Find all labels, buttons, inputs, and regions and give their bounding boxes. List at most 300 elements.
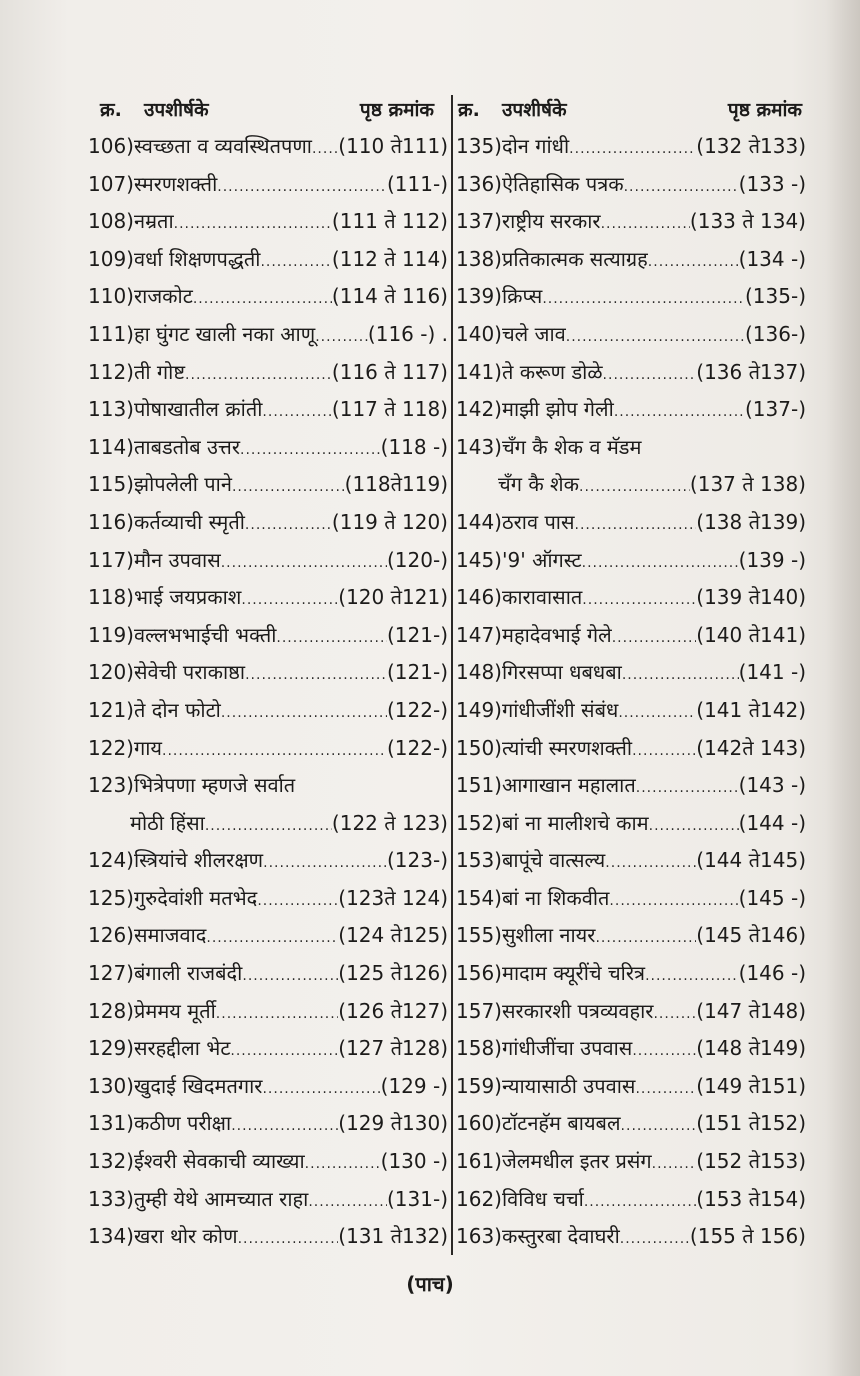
entry-title: स्वच्छता व व्यवस्थितपणा	[133, 134, 312, 158]
toc-entry	[456, 466, 806, 504]
entry-number: 129)	[88, 1036, 134, 1061]
entry-number: 159)	[456, 1073, 502, 1098]
toc-entry	[456, 993, 806, 1031]
entry-title: कारावासात	[501, 585, 583, 610]
entry-title: प्रतिकात्मक सत्याग्रह	[501, 246, 648, 271]
leader-dots	[242, 958, 338, 996]
entry-number: 138)	[456, 246, 502, 271]
entry-pages: (120 ते121)	[338, 585, 448, 610]
entry-number: 160)	[456, 1111, 502, 1136]
leader-dots	[263, 845, 387, 883]
entry-number: 131)	[88, 1111, 134, 1136]
entry-pages: (152 ते153)	[696, 1149, 806, 1174]
entry-pages: (141 ते142)	[696, 697, 806, 722]
entry-pages: (116 -) .	[367, 321, 448, 346]
toc-entry	[88, 391, 448, 429]
toc-entry	[88, 466, 448, 504]
entry-number: 153)	[456, 848, 502, 873]
entry-title: ठराव पास	[501, 509, 575, 534]
entry-number: 146)	[456, 585, 502, 610]
toc-entry	[88, 241, 448, 279]
entry-number: 135)	[456, 134, 502, 158]
leader-dots	[618, 695, 696, 733]
toc-entry	[88, 128, 448, 166]
entry-title: मोठी हिंसा	[130, 810, 205, 835]
leader-dots	[308, 1184, 387, 1222]
entry-number: 124)	[88, 848, 134, 873]
entry-title: महादेवभाई गेले	[501, 622, 612, 647]
contents-column-left	[88, 88, 448, 1256]
entry-pages: (122-)	[387, 697, 448, 722]
toc-entry	[88, 617, 448, 655]
toc-entry	[88, 880, 448, 918]
entry-pages: (151 ते152)	[696, 1111, 806, 1136]
entry-number: 147)	[456, 622, 502, 647]
entry-number: 126)	[88, 923, 134, 948]
contents-list-right	[456, 128, 806, 1256]
entry-number: 155)	[456, 923, 502, 948]
entry-pages: (119 ते 120)	[331, 509, 448, 534]
leader-dots	[162, 733, 387, 771]
entry-title: मादाम क्यूरींचे चरित्र	[501, 961, 646, 986]
entry-number: 122)	[88, 735, 134, 760]
leader-dots	[216, 996, 338, 1034]
entry-number: 132)	[88, 1149, 134, 1174]
entry-pages: (121-)	[387, 622, 448, 647]
entry-pages: (122-)	[387, 735, 448, 760]
entry-pages: (111 ते 112)	[331, 209, 448, 234]
toc-entry	[456, 128, 806, 166]
entry-number: 133)	[88, 1186, 134, 1211]
leader-dots	[624, 169, 739, 207]
leader-dots	[635, 1071, 696, 1109]
entry-pages: (118ते119)	[344, 472, 448, 497]
toc-entry	[88, 429, 448, 467]
entry-number: 108)	[88, 209, 134, 234]
entry-number: 110)	[88, 284, 134, 309]
leader-dots	[614, 394, 745, 432]
entry-number: 150)	[456, 735, 502, 760]
toc-entry	[88, 278, 448, 316]
header-page-number-label: पृष्ठ क्रमांक	[359, 99, 434, 121]
entry-title: तुम्ही येथे आमच्यात राहा	[133, 1186, 309, 1211]
leader-dots	[584, 1184, 696, 1222]
entry-number: 112)	[88, 359, 134, 384]
entry-pages: (112 ते 114)	[331, 246, 448, 271]
toc-entry	[456, 241, 806, 279]
entry-pages: (133 ते 134)	[689, 209, 806, 234]
leader-dots	[636, 770, 739, 808]
entry-title: स्मरणशक्ती	[133, 171, 218, 196]
entry-title: राजकोट	[133, 284, 193, 309]
entry-pages: (116 ते 117)	[331, 359, 448, 384]
toc-entry	[456, 504, 806, 542]
toc-entry	[456, 692, 806, 730]
leader-dots	[582, 582, 696, 620]
header-number-label: क्र.	[100, 99, 122, 121]
entry-number: 134)	[88, 1224, 134, 1249]
leader-dots	[622, 657, 739, 695]
entry-pages: (118 -)	[380, 434, 448, 459]
entry-title: खुदाई खिदमतगार	[133, 1073, 263, 1098]
leader-dots	[569, 131, 696, 169]
entry-pages: (137 ते 138)	[689, 472, 806, 497]
column-divider	[451, 95, 453, 1255]
toc-entry	[88, 955, 448, 993]
toc-entry	[456, 542, 806, 580]
entry-pages: (131-)	[387, 1186, 448, 1211]
entry-number: 119)	[88, 622, 134, 647]
entry-title: चँग कै शेक	[498, 472, 579, 497]
entry-number: 141)	[456, 359, 502, 384]
entry-title: माझी झोप गेली	[501, 397, 614, 422]
contents-column-right	[456, 88, 806, 1256]
toc-entry	[88, 1181, 448, 1219]
entry-pages: (146 -)	[738, 961, 806, 986]
toc-entry	[456, 203, 806, 241]
toc-entry	[456, 1030, 806, 1068]
toc-entry	[88, 579, 448, 617]
toc-entry	[88, 354, 448, 392]
entry-pages: (134 -)	[738, 246, 806, 271]
leader-dots	[595, 920, 696, 958]
entry-number: 130)	[88, 1073, 134, 1098]
leader-dots	[262, 394, 332, 432]
leader-dots	[231, 1108, 338, 1146]
toc-entry	[456, 429, 806, 467]
leader-dots	[260, 244, 331, 282]
entry-number: 143)	[456, 434, 502, 459]
toc-entry	[88, 166, 448, 204]
toc-entry	[88, 542, 448, 580]
entry-pages: (140 ते141)	[696, 622, 806, 647]
toc-entry	[456, 880, 806, 918]
toc-entry	[88, 805, 448, 843]
leader-dots	[174, 206, 332, 244]
toc-entry	[88, 1030, 448, 1068]
entry-title: चले जाव	[501, 321, 566, 346]
entry-number: 120)	[88, 660, 134, 685]
entry-pages: (144 ते145)	[696, 848, 806, 873]
entry-title: सेवेची पराकाष्ठा	[133, 660, 246, 685]
toc-entry	[88, 654, 448, 692]
entry-title: दोन गांधी	[501, 134, 570, 158]
leader-dots	[653, 996, 696, 1034]
entry-pages: (142ते 143)	[696, 735, 806, 760]
toc-entry	[456, 354, 806, 392]
entry-title: '9' ऑगस्ट	[501, 547, 582, 572]
entry-pages: (147 ते148)	[696, 998, 806, 1023]
entry-title: सरहद्दीला भेट	[133, 1036, 231, 1061]
entry-title: टॉटनहॅम बायबल	[501, 1111, 621, 1136]
entry-pages: (117 ते 118)	[331, 397, 448, 422]
entry-number: 117)	[88, 547, 134, 572]
entry-title: जेलमधील इतर प्रसंग	[501, 1149, 652, 1174]
entry-pages: (131 ते132)	[338, 1224, 448, 1249]
entry-title: गुरुदेवांशी मतभेद	[133, 885, 258, 910]
entry-number: 148)	[456, 660, 502, 685]
entry-number: 111)	[88, 321, 134, 346]
entry-title: गाय	[133, 735, 163, 760]
entry-pages: (145 -)	[738, 885, 806, 910]
toc-entry	[456, 955, 806, 993]
entry-pages: (122 ते 123)	[331, 810, 448, 835]
entry-title: बापूंचे वात्सल्य	[501, 848, 606, 873]
entry-pages: (127 ते128)	[338, 1036, 448, 1061]
leader-dots	[262, 1071, 380, 1109]
leader-dots	[315, 319, 368, 357]
entry-pages: (133 -)	[738, 171, 806, 196]
leader-dots	[648, 244, 739, 282]
toc-entry	[456, 278, 806, 316]
leader-dots	[206, 920, 338, 958]
leader-dots	[230, 1033, 338, 1071]
toc-entry	[88, 1143, 448, 1181]
entry-number: 163)	[456, 1224, 502, 1249]
toc-entry	[456, 842, 806, 880]
leader-dots	[257, 883, 338, 921]
toc-entry	[456, 730, 806, 768]
column-header	[456, 88, 806, 128]
entry-pages: (148 ते149)	[696, 1036, 806, 1061]
entry-pages: (144 -)	[738, 810, 806, 835]
toc-entry	[88, 1218, 448, 1256]
column-header	[88, 88, 448, 128]
leader-dots	[582, 545, 739, 583]
entry-pages: (121-)	[387, 660, 448, 685]
entry-title: पोषाखातील क्रांती	[133, 397, 263, 422]
leader-dots	[652, 1146, 697, 1184]
toc-entry	[88, 730, 448, 768]
entry-number: 113)	[88, 397, 134, 422]
entry-number: 142)	[456, 397, 502, 422]
entry-pages: (143 -)	[738, 773, 806, 798]
entry-pages: (145 ते146)	[696, 923, 806, 948]
leader-dots	[612, 620, 697, 658]
entry-title: ताबडतोब उत्तर	[133, 434, 241, 459]
toc-entry	[456, 617, 806, 655]
toc-entry	[456, 579, 806, 617]
leader-dots	[205, 808, 332, 846]
entry-pages: (132 ते133)	[696, 134, 806, 158]
entry-title: प्रेममय मूर्ती	[133, 998, 216, 1023]
leader-dots	[232, 469, 345, 507]
entry-number: 140)	[456, 321, 502, 346]
leader-dots	[603, 357, 697, 395]
toc-entry	[88, 767, 448, 805]
toc-entry	[456, 1068, 806, 1106]
header-number-label: क्र.	[458, 99, 480, 121]
entry-pages: (139 -)	[738, 547, 806, 572]
entry-pages: (136 ते137)	[696, 359, 806, 384]
page-gutter-shadow	[826, 0, 860, 1376]
entry-title: हा घुंगट खाली नका आणू	[133, 321, 316, 346]
entry-title: झोपलेली पाने	[133, 472, 232, 497]
entry-pages: (124 ते125)	[338, 923, 448, 948]
toc-entry	[88, 917, 448, 955]
entry-title: कठीण परीक्षा	[133, 1111, 232, 1136]
entry-pages: (137-)	[745, 397, 806, 422]
leader-dots	[579, 469, 690, 507]
entry-pages: (111-)	[387, 171, 448, 196]
entry-pages: (149 ते151)	[696, 1073, 806, 1098]
entry-number: 118)	[88, 585, 134, 610]
entry-title: त्यांची स्मरणशक्ती	[501, 735, 633, 760]
entry-number: 116)	[88, 509, 134, 534]
entry-title: समाजवाद	[133, 923, 207, 948]
entry-title: कर्तव्याची स्मृती	[133, 509, 245, 534]
entry-number: 149)	[456, 697, 502, 722]
entry-number: 152)	[456, 810, 502, 835]
entry-pages: (138 ते139)	[696, 509, 806, 534]
entry-pages: (153 ते154)	[696, 1186, 806, 1211]
entry-number: 114)	[88, 434, 134, 459]
toc-entry	[456, 1105, 806, 1143]
leader-dots	[632, 1033, 696, 1071]
toc-entry	[88, 316, 448, 354]
toc-entry	[456, 654, 806, 692]
entry-pages: (129 -)	[380, 1073, 448, 1098]
toc-entry	[88, 1068, 448, 1106]
entry-number: 161)	[456, 1149, 502, 1174]
entry-number: 144)	[456, 509, 502, 534]
entry-title: मौन उपवास	[133, 547, 221, 572]
entry-title: ते करूण डोळे	[501, 359, 603, 384]
leader-dots	[276, 620, 387, 658]
entry-title: गांधीजींचा उपवास	[501, 1036, 633, 1061]
leader-dots	[241, 582, 338, 620]
entry-number: 123)	[88, 773, 134, 798]
toc-entry	[456, 917, 806, 955]
entry-pages: (123-)	[387, 848, 448, 873]
entry-number: 156)	[456, 961, 502, 986]
entry-number: 127)	[88, 961, 134, 986]
leader-dots	[238, 1221, 339, 1259]
entry-title: खरा थोर कोण	[133, 1224, 238, 1249]
entry-pages: (130 -)	[380, 1149, 448, 1174]
leader-dots	[193, 281, 332, 319]
entry-number: 158)	[456, 1036, 502, 1061]
entry-title: बंगाली राजबंदी	[133, 961, 243, 986]
leader-dots	[645, 958, 739, 996]
header-subtitles-label: उपशीर्षके	[144, 99, 209, 121]
entry-pages: (123ते 124)	[338, 885, 448, 910]
entry-number: 139)	[456, 284, 502, 309]
entry-title: स्त्रियांचे शीलरक्षण	[133, 848, 264, 873]
entry-title: बां ना मालीशचे काम	[501, 810, 649, 835]
toc-entry	[456, 1143, 806, 1181]
leader-dots	[649, 808, 739, 846]
entry-title: ईश्वरी सेवकाची व्याख्या	[133, 1149, 305, 1174]
entry-number: 162)	[456, 1186, 502, 1211]
entry-pages: (139 ते140)	[696, 585, 806, 610]
entry-number: 106)	[88, 134, 134, 158]
entry-number: 145)	[456, 547, 502, 572]
entry-pages: (114 ते 116)	[331, 284, 448, 309]
leader-dots	[185, 357, 332, 395]
leader-dots	[542, 281, 745, 319]
leader-dots	[217, 169, 387, 207]
contents-list-left	[88, 128, 448, 1256]
leader-dots	[609, 883, 738, 921]
toc-entry	[456, 1218, 806, 1256]
leader-dots	[240, 432, 381, 470]
entry-pages: (126 ते127)	[338, 998, 448, 1023]
leader-dots	[245, 507, 332, 545]
header-page-number-label: पृष्ठ क्रमांक	[727, 99, 802, 121]
leader-dots	[221, 695, 387, 733]
entry-title: गिरसप्पा धबधबा	[501, 660, 622, 685]
entry-number: 157)	[456, 998, 502, 1023]
entry-title: सुशीला नायर	[501, 923, 596, 948]
entry-pages: (110 ते111)	[338, 134, 448, 158]
toc-entry	[88, 692, 448, 730]
entry-title: गांधीजींशी संबंध	[501, 697, 619, 722]
entry-title: भित्रेपणा म्हणजे सर्वात	[133, 773, 296, 798]
toc-entry	[456, 316, 806, 354]
leader-dots	[312, 131, 338, 169]
leader-dots	[621, 1108, 697, 1146]
toc-entry	[88, 203, 448, 241]
entry-title: भाई जयप्रकाश	[133, 585, 242, 610]
entry-pages: (136-)	[745, 321, 806, 346]
toc-entry	[456, 166, 806, 204]
entry-number: 137)	[456, 209, 502, 234]
leader-dots	[632, 733, 696, 771]
entry-pages: (141 -)	[738, 660, 806, 685]
entry-pages: (135-)	[745, 284, 806, 309]
entry-title: कस्तुरबा देवाघरी	[501, 1224, 620, 1249]
entry-number: 107)	[88, 171, 134, 196]
leader-dots	[601, 206, 690, 244]
entry-title: ते दोन फोटो	[133, 697, 221, 722]
entry-pages: (129 ते130)	[338, 1111, 448, 1136]
entry-number: 128)	[88, 998, 134, 1023]
entry-title: क्रिप्स	[501, 284, 543, 309]
entry-number: 109)	[88, 246, 134, 271]
entry-title: ती गोष्ट	[133, 359, 186, 384]
entry-title: सरकारशी पत्रव्यवहार	[501, 998, 654, 1023]
entry-title: बां ना शिकवीत	[501, 885, 610, 910]
entry-title: नम्रता	[133, 209, 174, 234]
toc-entry	[88, 842, 448, 880]
entry-number: 154)	[456, 885, 502, 910]
toc-entry	[456, 391, 806, 429]
leader-dots	[221, 545, 387, 583]
entry-title: चँग कै शेक व मॅडम	[501, 434, 642, 459]
entry-title: आगाखान महालात	[501, 773, 636, 798]
entry-title: विविध चर्चा	[501, 1186, 584, 1211]
toc-entry	[88, 504, 448, 542]
entry-title: न्यायासाठी उपवास	[501, 1073, 636, 1098]
leader-dots	[575, 507, 697, 545]
entry-number: 136)	[456, 171, 502, 196]
page-number-footer: (पाच)	[406, 1272, 454, 1296]
toc-entry	[456, 767, 806, 805]
entry-number: 151)	[456, 773, 502, 798]
toc-entry	[88, 993, 448, 1031]
leader-dots	[566, 319, 745, 357]
entry-title: वल्लभभाईची भक्ती	[133, 622, 277, 647]
entry-number: 121)	[88, 697, 134, 722]
entry-title: वर्धा शिक्षणपद्धती	[133, 246, 261, 271]
toc-entry	[456, 805, 806, 843]
leader-dots	[620, 1221, 690, 1259]
entry-pages: (155 ते 156)	[689, 1224, 806, 1249]
leader-dots	[245, 657, 387, 695]
entry-pages: (120-)	[387, 547, 448, 572]
toc-entry	[88, 1105, 448, 1143]
